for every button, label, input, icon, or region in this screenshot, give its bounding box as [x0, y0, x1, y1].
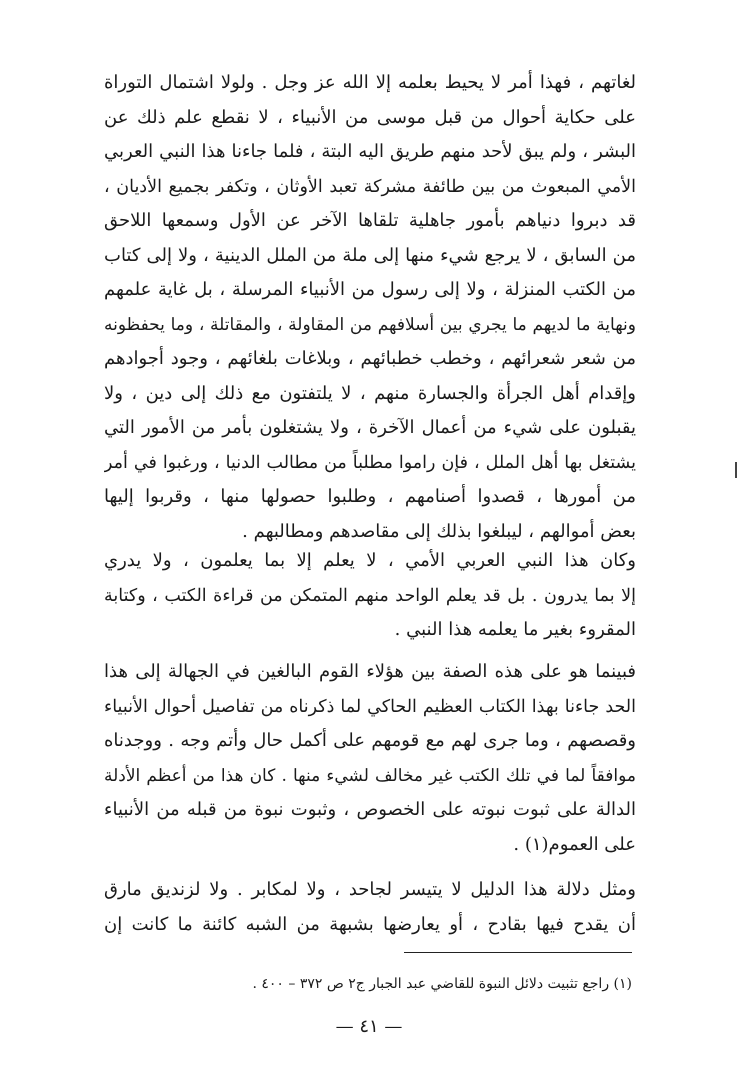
text-line: ومثل دلالة هذا الدليل لا يتيسر لجاحد ، ولا لمكابر . ولا لزنديق مارق	[104, 879, 636, 900]
text-line: على حكاية أحوال من قبل موسى من الأنبياء ، لا نقطع علم ذلك عن	[104, 106, 636, 128]
text-line: ونهاية ما لديهم ما يجري بين أسلافهم من المقاولة ، والمقاتلة ، وما يحفظونه	[104, 314, 636, 335]
paragraph-1	[104, 66, 636, 549]
text-line: موافقاً لما في تلك الكتب غير مخالف لشيء منها . كان هذا من أعظم الأدلة	[104, 765, 636, 786]
text-line: قد دبروا دنياهم بأمور جاهلية تلقاها الآخر عن الأول وسمعها اللاحق	[104, 210, 636, 231]
text-line: وكان هذا النبي العربي الأمي ، لا يعلم إلا بما يعلمون ، ولا يدري	[104, 550, 636, 571]
text-line: يشتغل بها أهل الملل ، فإن راموا مطلباً من مطالب الدنيا ، ورغبوا في أمر	[104, 452, 636, 473]
text-line: على العموم(١) .	[513, 833, 636, 855]
text-line: من الكتب المنزلة ، ولا إلى رسول من الأنبياء المرسلة ، بل غاية علمهم	[104, 279, 636, 300]
paragraph-3	[104, 655, 636, 862]
footnote-separator	[404, 952, 632, 953]
text-line: وقصصهم ، وما جرى لهم مع قومهم على أكمل حال وأتم وجه . ووجدناه	[104, 730, 636, 751]
text-line: إلا بما يدرون . بل قد يعلم الواحد منهم المتمكن من قراءة الكتب ، وكتابة	[104, 585, 636, 606]
paragraph-2	[104, 544, 636, 648]
text-line: من السابق ، لا يرجع شيء منها إلى ملة من الملل الدينية ، ولا إلى كتاب	[104, 244, 636, 266]
text-line: من شعر شعرائهم ، وخطب خطبائهم ، وبلاغات بلغائهم ، وجود أجوادهم	[104, 348, 636, 369]
text-line: أن يقدح فيها بقادح ، أو يعارضها بشبهة من الشبه كائنة ما كانت إن	[104, 913, 636, 935]
paragraph-4	[104, 873, 636, 942]
page-number: — ٤١ —	[335, 1016, 403, 1037]
text-line: لغاتهم ، فهذا أمر لا يحيط بعلمه إلا الله عز وجل . ولولا اشتمال التوراة	[104, 72, 636, 93]
text-line: المقروء بغير ما يعلمه هذا النبي .	[394, 619, 636, 640]
text-line: بعض أموالهم ، ليبلغوا بذلك إلى مقاصدهم ومطالبهم .	[242, 520, 636, 542]
text-line: الدالة على ثبوت نبوته على الخصوص ، وثبوت نبوة من قبله من الأنبياء	[104, 799, 636, 820]
text-line: الحد جاءنا بهذا الكتاب العظيم الحاكي لما ذكرناه من تفاصيل أحوال الأنبياء	[104, 696, 636, 717]
text-line: البشر ، ولم يبق لأحد منهم طريق اليه البتة ، فلما جاءنا هذا النبي العربي	[104, 141, 636, 162]
scan-edge-mark	[735, 462, 737, 478]
footnote: (١) راجع تثبيت دلائل النبوة للقاضي عبد الجبار ج٢ ص ٣٧٢ – ٤٠٠ .	[252, 976, 632, 992]
text-line: من أمورها ، قصدوا أصنامهم ، وطلبوا حصولها منها ، وقربوا إليها	[104, 486, 636, 507]
text-line: فبينما هو على هذه الصفة بين هؤلاء القوم البالغين في الجهالة إلى هذا	[104, 661, 636, 682]
text-line: يقبلون على شيء من أعمال الآخرة ، ولا يشتغلون بأمر من الأمور التي	[104, 417, 636, 438]
text-line: وإقدام أهل الجرأة والجسارة منهم ، لا يلتفتون مع ذلك إلى دين ، ولا	[104, 382, 636, 404]
text-line: الأمي المبعوث من بين طائفة مشركة تعبد الأوثان ، وتكفر بجميع الأديان ،	[104, 176, 636, 197]
